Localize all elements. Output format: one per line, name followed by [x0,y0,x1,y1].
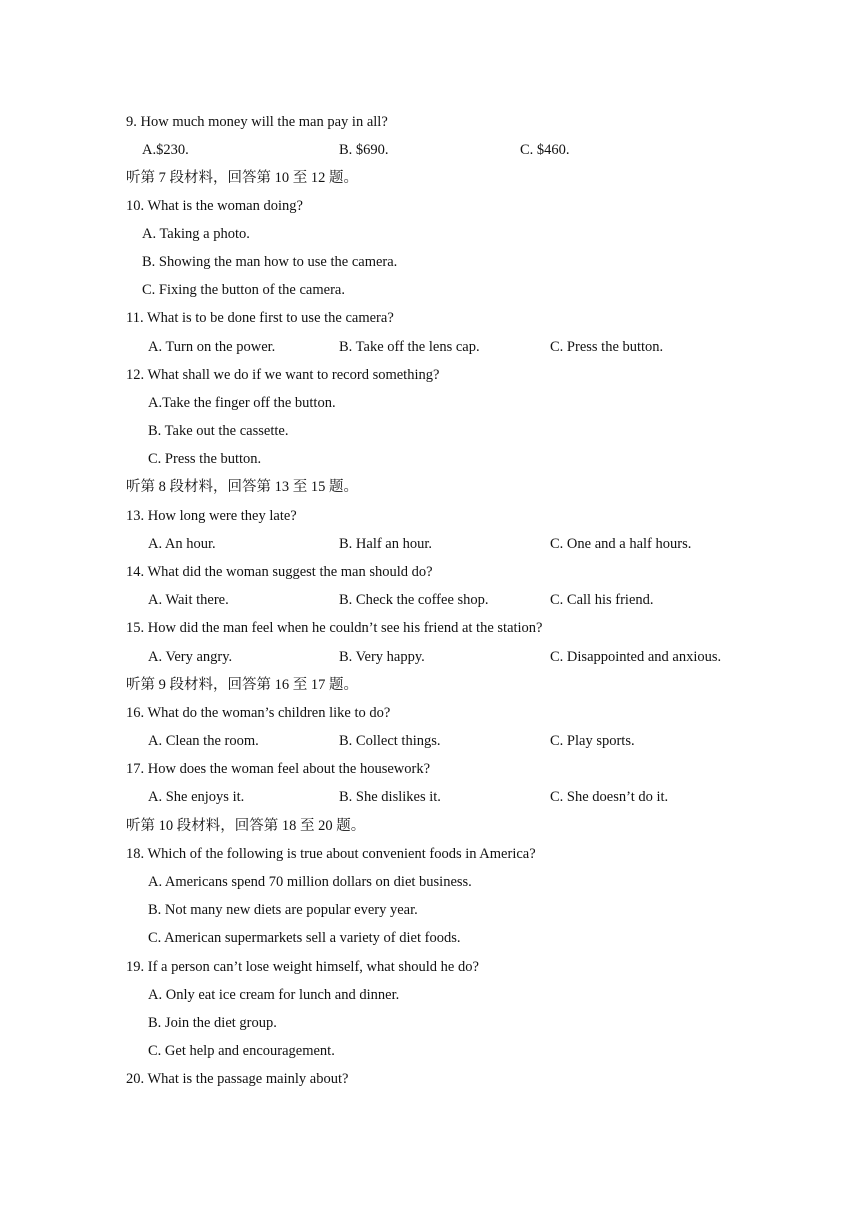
question-20: 20. What is the passage mainly about? [126,1071,349,1087]
question-16: 16. What do the woman’s children like to do? [126,705,391,721]
section-heading: 听第 8 段材料，回答第 13 至 15 题。 [126,479,358,495]
question-11: 11. What is to be done first to use the camera? [126,310,394,326]
option-b: B. Showing the man how to use the camera. [142,254,398,270]
option-c: C. Press the button. [550,339,664,355]
question-12: 12. What shall we do if we want to record something? [126,367,440,383]
option-b: B. Not many new diets are popular every year. [148,902,418,918]
option-b: B. Join the diet group. [148,1015,277,1031]
question-13: 13. How long were they late? [126,508,297,524]
question-14: 14. What did the woman suggest the man should do? [126,564,433,580]
option-c: C. She doesn’t do it. [550,789,669,805]
option-c: C. Fixing the button of the camera. [142,282,345,298]
section-heading: 听第 7 段材料，回答第 10 至 12 题。 [126,170,358,186]
option-a: A. Clean the room. [148,733,259,749]
option-a: A.Take the finger off the button. [148,395,336,411]
option-c: C. Press the button. [148,451,262,467]
option-c: C. Call his friend. [550,592,654,608]
option-c: C. $460. [520,142,570,158]
option-b: B. Take off the lens cap. [339,339,480,355]
option-a: A. Americans spend 70 million dollars on diet business. [148,874,472,890]
option-c: C. One and a half hours. [550,536,692,552]
option-c: C. Disappointed and anxious. [550,649,722,665]
option-b: B. Collect things. [339,733,441,749]
option-a: A.$230. [142,142,189,158]
option-c: C. American supermarkets sell a variety of diet foods. [148,930,461,946]
question-9: 9. How much money will the man pay in all? [126,114,388,130]
option-a: A. Only eat ice cream for lunch and dinner. [148,987,400,1003]
option-a: A. Very angry. [148,649,233,665]
option-c: C. Get help and encouragement. [148,1043,335,1059]
question-19: 19. If a person can’t lose weight himself, what should he do? [126,959,479,975]
question-18: 18. Which of the following is true about convenient foods in America? [126,846,536,862]
section-heading: 听第 10 段材料，回答第 18 至 20 题。 [126,818,366,834]
option-b: B. Take out the cassette. [148,423,289,439]
option-a: A. Wait there. [148,592,229,608]
option-a: A. Turn on the power. [148,339,276,355]
option-b: B. Very happy. [339,649,425,665]
option-a: A. Taking a photo. [142,226,250,242]
option-b: B. Check the coffee shop. [339,592,489,608]
option-a: A. An hour. [148,536,216,552]
question-15: 15. How did the man feel when he couldn’t see his friend at the station? [126,620,543,636]
option-c: C. Play sports. [550,733,635,749]
question-10: 10. What is the woman doing? [126,198,303,214]
option-b: B. She dislikes it. [339,789,441,805]
option-a: A. She enjoys it. [148,789,245,805]
section-heading: 听第 9 段材料，回答第 16 至 17 题。 [126,677,358,693]
option-b: B. $690. [339,142,389,158]
option-b: B. Half an hour. [339,536,433,552]
question-17: 17. How does the woman feel about the housework? [126,761,431,777]
